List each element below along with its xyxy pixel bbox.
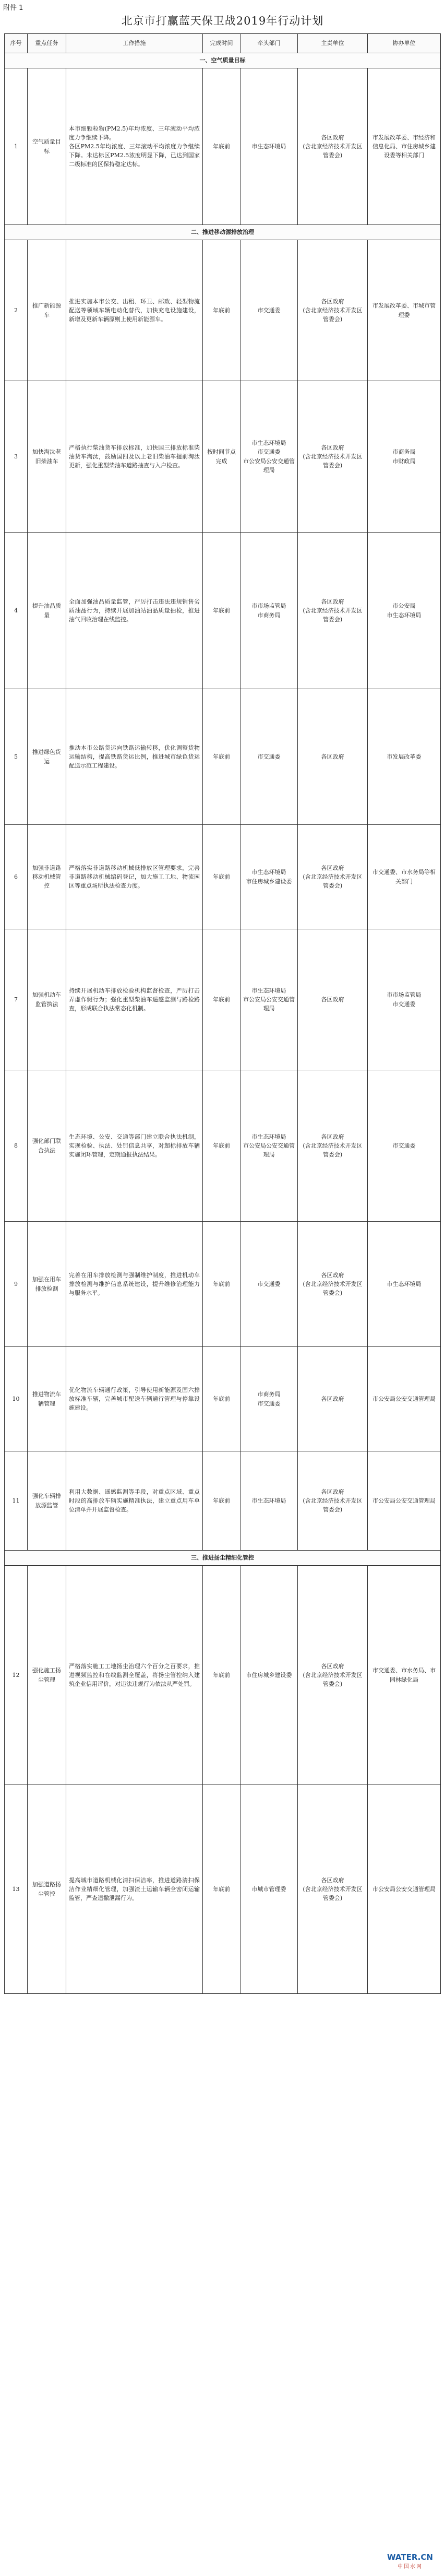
table-row — [5, 1222, 441, 1347]
watermark — [379, 2553, 441, 2570]
header-assist: 协办单位 — [368, 34, 441, 53]
cell-main: 各区政府 — [298, 1347, 368, 1451]
table-row — [5, 381, 441, 533]
cell-num: 10 — [5, 1347, 28, 1451]
watermark-subtitle: 中国水网 — [398, 2564, 423, 2570]
cell-assist: 市生态环境局 — [368, 1222, 441, 1347]
cell-assist: 市发展改革委、市城市管理委 — [368, 240, 441, 381]
cell-measure: 本市细颗粒物(PM2.5)年均浓度、三年滚动平均浓度力争继续下降。 各区PM2.5年均浓度、三年滚动平均浓度力争继续下降。未达标区PM2.5浓度明显下降，已达到国家二级标准的区保持稳定达标。 — [66, 68, 203, 225]
cell-measure: 推动本市公路货运向铁路运输转移，优化调整货物运输结构，提高铁路货运比例，推进城市绿色货运配送示范工程建设。 — [66, 689, 203, 825]
cell-time: 年底前 — [203, 1451, 240, 1551]
section-title: 三、推进扬尘精细化管控 — [5, 1551, 441, 1566]
cell-num: 1 — [5, 68, 28, 225]
cell-main: 各区政府 (含北京经济技术开发区管委会) — [298, 825, 368, 929]
cell-measure: 利用大数据、遥感监测等手段，对重点区域、重点时段的高排放车辆实施精准执法，建立重点用车单位清单并开展监督检查。 — [66, 1451, 203, 1551]
cell-num: 2 — [5, 240, 28, 381]
cell-main: 各区政府 (含北京经济技术开发区管委会) — [298, 1566, 368, 1785]
table-row — [5, 1785, 441, 1994]
cell-num: 4 — [5, 533, 28, 689]
section-title: 一、空气质量目标 — [5, 53, 441, 68]
cell-lead: 市交通委 — [240, 1222, 298, 1347]
cell-measure: 生态环境、公安、交通等部门建立联合执法机制，实现检验、执法、处罚信息共享，对超标排放车辆实施闭环管理，定期通报执法结果。 — [66, 1070, 203, 1222]
annex-label: 附件 1 — [3, 4, 23, 12]
table-row — [5, 689, 441, 825]
header-task: 重点任务 — [28, 34, 66, 53]
cell-lead: 市生态环境局 市公安局公安交通管理局 — [240, 1070, 298, 1222]
table-row — [5, 1451, 441, 1551]
cell-time: 年底前 — [203, 68, 240, 225]
cell-task: 强化施工扬尘管理 — [28, 1566, 66, 1785]
cell-num: 9 — [5, 1222, 28, 1347]
cell-lead: 市商务局 市交通委 — [240, 1347, 298, 1451]
cell-time: 年底前 — [203, 1785, 240, 1994]
cell-measure: 提高城市道路机械化清扫保洁率，推进道路清扫保洁作业精细化管理，加强渣土运输车辆全密闭运输监管，严查遗撒泄漏行为。 — [66, 1785, 203, 1994]
cell-num: 3 — [5, 381, 28, 533]
cell-lead: 市交通委 — [240, 240, 298, 381]
cell-assist: 市商务局 市财政局 — [368, 381, 441, 533]
document-title: 北京市打赢蓝天保卫战2019年行动计划 — [121, 15, 324, 27]
cell-time: 年底前 — [203, 929, 240, 1070]
cell-task: 加强道路扬尘管控 — [28, 1785, 66, 1994]
header-measure: 工作措施 — [66, 34, 203, 53]
table-row — [5, 929, 441, 1070]
cell-time: 年底前 — [203, 533, 240, 689]
cell-num: 6 — [5, 825, 28, 929]
cell-main: 各区政府 (含北京经济技术开发区管委会) — [298, 1451, 368, 1551]
cell-time: 年底前 — [203, 1222, 240, 1347]
cell-num: 11 — [5, 1451, 28, 1551]
cell-time: 年底前 — [203, 1347, 240, 1451]
cell-task: 强化部门联合执法 — [28, 1070, 66, 1222]
cell-num: 5 — [5, 689, 28, 825]
table-row — [5, 1347, 441, 1451]
cell-lead: 市住房城乡建设委 — [240, 1566, 298, 1785]
cell-num: 13 — [5, 1785, 28, 1994]
action-plan-table — [4, 33, 441, 1994]
cell-lead: 市生态环境局 — [240, 68, 298, 225]
cell-num: 7 — [5, 929, 28, 1070]
cell-main: 各区政府 (含北京经济技术开发区管委会) — [298, 240, 368, 381]
cell-assist: 市公安局公安交通管理局 — [368, 1347, 441, 1451]
cell-task: 加快淘汰老旧柴油车 — [28, 381, 66, 533]
section-title: 二、推进移动源排放治理 — [5, 225, 441, 240]
cell-lead: 市生态环境局 市公安局公安交通管理局 — [240, 929, 298, 1070]
header-lead: 牵头部门 — [240, 34, 298, 53]
cell-assist: 市发展改革委、市经济和信息化局、市住房城乡建设委等相关部门 — [368, 68, 441, 225]
cell-lead: 市生态环境局 市交通委 市公安局公安交通管理局 — [240, 381, 298, 533]
cell-main: 各区政府 — [298, 929, 368, 1070]
cell-main: 各区政府 (含北京经济技术开发区管委会) — [298, 533, 368, 689]
cell-time: 年底前 — [203, 1070, 240, 1222]
cell-measure: 严格落实施工工地扬尘治理六个百分之百要求，推进视频监控和在线监测全覆盖，将扬尘管控纳入建筑企业信用评价，对违法违规行为依法从严处罚。 — [66, 1566, 203, 1785]
table-header-row — [5, 34, 441, 53]
cell-task: 强化车辆排放源监管 — [28, 1451, 66, 1551]
cell-measure: 持续开展机动车排放检验机构监督检查，严厉打击弄虚作假行为；强化重型柴油车遥感监测与路检路查，形成联合执法常态化机制。 — [66, 929, 203, 1070]
cell-task: 推进物流车辆管理 — [28, 1347, 66, 1451]
cell-main: 各区政府 — [298, 689, 368, 825]
table-row — [5, 1070, 441, 1222]
cell-lead: 市城市管理委 — [240, 1785, 298, 1994]
cell-assist: 市公安局公安交通管理局 — [368, 1451, 441, 1551]
header-time: 完成时间 — [203, 34, 240, 53]
cell-main: 各区政府 (含北京经济技术开发区管委会) — [298, 381, 368, 533]
cell-task: 加强机动车监管执法 — [28, 929, 66, 1070]
table-row — [5, 68, 441, 225]
cell-lead: 市交通委 — [240, 689, 298, 825]
header-main: 主责单位 — [298, 34, 368, 53]
cell-time: 年底前 — [203, 689, 240, 825]
table-row — [5, 240, 441, 381]
cell-measure: 全面加强油品质量监管，严厉打击违法违规销售劣质油品行为，持续开展加油站油品质量抽检，推进油气回收治理在线监控。 — [66, 533, 203, 689]
cell-task: 加强在用车排放检测 — [28, 1222, 66, 1347]
cell-main: 各区政府 (含北京经济技术开发区管委会) — [298, 1070, 368, 1222]
cell-main: 各区政府 (含北京经济技术开发区管委会) — [298, 68, 368, 225]
cell-task: 加强非道路移动机械管控 — [28, 825, 66, 929]
cell-measure: 推进实施本市公交、出租、环卫、邮政、轻型物流配送等领域车辆电动化替代，加快充电设施建设，新增及更新车辆原则上使用新能源车。 — [66, 240, 203, 381]
cell-main: 各区政府 (含北京经济技术开发区管委会) — [298, 1785, 368, 1994]
cell-time: 按时间节点完成 — [203, 381, 240, 533]
cell-assist: 市交通委、市水务局、市园林绿化局 — [368, 1566, 441, 1785]
cell-time: 年底前 — [203, 240, 240, 381]
cell-num: 12 — [5, 1566, 28, 1785]
cell-measure: 完善在用车排放检测与强制维护制度，推进机动车排放检测与维护信息系统建设，提升维修治理能力与服务水平。 — [66, 1222, 203, 1347]
cell-task: 推进绿色货运 — [28, 689, 66, 825]
cell-lead: 市市场监管局 市商务局 — [240, 533, 298, 689]
cell-main: 各区政府 (含北京经济技术开发区管委会) — [298, 1222, 368, 1347]
table-row — [5, 1566, 441, 1785]
cell-time: 年底前 — [203, 825, 240, 929]
header-num: 序号 — [5, 34, 28, 53]
cell-assist: 市市场监管局 市交通委 — [368, 929, 441, 1070]
section-row — [5, 225, 441, 240]
cell-time: 年底前 — [203, 1566, 240, 1785]
cell-num: 8 — [5, 1070, 28, 1222]
cell-assist: 市交通委、市水务局等相关部门 — [368, 825, 441, 929]
cell-measure: 优化物流车辆通行政策，引导使用新能源及国六排放标准车辆，完善城市配送车辆通行管理与停靠设施建设。 — [66, 1347, 203, 1451]
section-row — [5, 1551, 441, 1566]
cell-task: 推广新能源车 — [28, 240, 66, 381]
cell-assist: 市公安局公安交通管理局 — [368, 1785, 441, 1994]
table-row — [5, 825, 441, 929]
table-row — [5, 533, 441, 689]
watermark-brand: WATER.CN — [387, 2553, 433, 2562]
cell-measure: 严格落实非道路移动机械低排放区管理要求，完善非道路移动机械编码登记，加大施工工地、物流园区等重点场所执法检查力度。 — [66, 825, 203, 929]
cell-task: 提升油品质量 — [28, 533, 66, 689]
cell-measure: 严格执行柴油货车排放标准，加快国三排放标准柴油货车淘汰，鼓励国四及以上老旧柴油车提前淘汰更新，强化重型柴油车道路抽查与入户检查。 — [66, 381, 203, 533]
section-row — [5, 53, 441, 68]
cell-assist: 市公安局 市生态环境局 — [368, 533, 441, 689]
cell-assist: 市发展改革委 — [368, 689, 441, 825]
cell-task: 空气质量目标 — [28, 68, 66, 225]
cell-lead: 市生态环境局 市住房城乡建设委 — [240, 825, 298, 929]
cell-assist: 市交通委 — [368, 1070, 441, 1222]
cell-lead: 市生态环境局 — [240, 1451, 298, 1551]
